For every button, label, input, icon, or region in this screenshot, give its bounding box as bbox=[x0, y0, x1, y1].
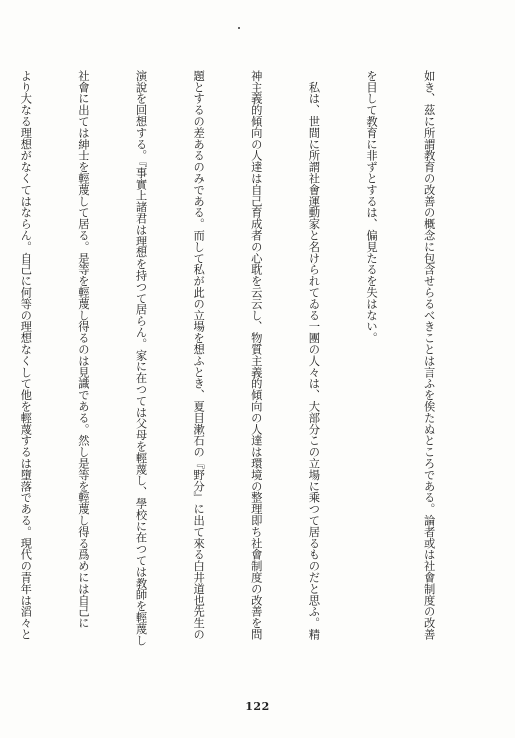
page-number: 122 bbox=[245, 700, 270, 713]
text-column: 神主義的傾向の人達は自己育成者の心耽を云云し、物質主義的傾向の人達は環境の整理即ち社會制度の改善を問 bbox=[249, 70, 263, 640]
text-column: 題とするの差あるのみである。而して私が此の立場を想ふとき、夏目漱石の『野分』に出て來る白井道也先生の bbox=[192, 70, 206, 640]
text-column: を目して教育に非ずとするは、偏見たるを失はない。 bbox=[364, 70, 378, 344]
text-column: 演說を回想する。『事實上諸君は理想を持つて居らん。家に在つては父母を輕蔑し、學校に在つては教師を輕蔑し bbox=[134, 70, 148, 646]
text-column: 社會に出ては紳士を輕蔑して居る。是等を輕蔑し得るのは見識である。然し是等を輕蔑し得る爲めには自己に bbox=[76, 70, 90, 629]
body-text bbox=[0, 70, 477, 682]
text-column: 私は、世間に所謂社會運動家と名けられてゐる一團の人々は、大部分この立場に乘つて居るものだと思ふ。精 bbox=[307, 70, 321, 640]
text-column: 如き、茲に所謂教育の改善の概念に包含せらるべきことは言ふを俟たぬところである。論者或は社會制度の改善 bbox=[422, 70, 436, 640]
print-mark bbox=[238, 27, 240, 29]
text-column: より大なる理想がなくてはならん。自己に何等の理想なくして他を輕蔑するは墮落である。現代の青年は滔々と bbox=[19, 70, 33, 640]
